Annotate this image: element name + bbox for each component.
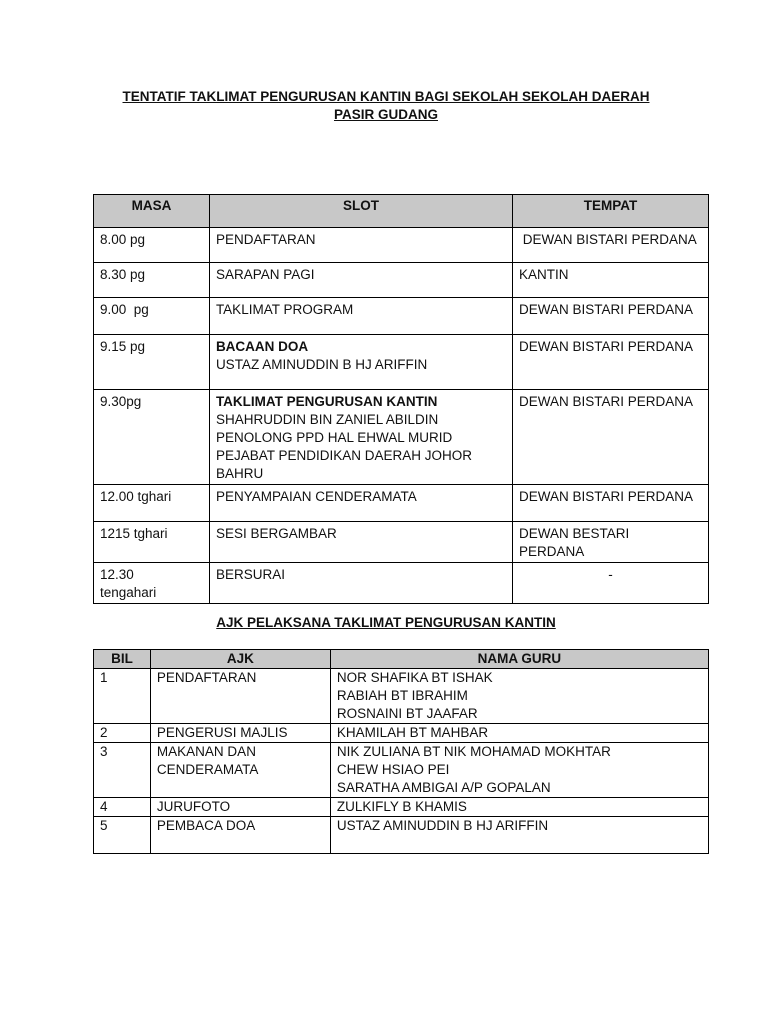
ajk-cell: PENDAFTARAN	[150, 669, 330, 724]
slot-text: USTAZ AMINUDDIN B HJ ARIFFIN	[215, 357, 428, 372]
slot-heading: BACAAN DOA	[215, 339, 309, 354]
table-row	[94, 563, 709, 604]
committee-header-row	[94, 650, 709, 669]
slot-text: PENDAFTARAN	[215, 232, 316, 247]
table-row	[94, 798, 709, 817]
slot-text: BERSURAI	[215, 567, 285, 582]
tempat-cell: DEWAN BISTARI PERDANA	[513, 390, 709, 485]
teacher-name: RABIAH BT IBRAHIM	[336, 688, 468, 703]
title-line-2: PASIR GUDANG	[333, 107, 438, 122]
masa-cell: 8.30 pg	[94, 263, 210, 298]
nama-cell	[330, 798, 708, 817]
table-row	[94, 522, 709, 563]
slot-cell	[209, 335, 512, 390]
bil-cell: 2	[94, 724, 151, 743]
schedule-header-row	[94, 195, 709, 228]
teacher-name: ROSNAINI BT JAAFAR	[336, 706, 478, 721]
masa-cell: 12.00 tghari	[94, 485, 210, 522]
slot-text: SHAHRUDDIN BIN ZANIEL ABILDIN	[215, 412, 439, 427]
masa-cell: 9.00 pg	[94, 298, 210, 335]
nama-cell	[330, 817, 708, 854]
schedule-table	[93, 194, 709, 604]
ajk-cell: MAKANAN DAN CENDERAMATA	[150, 743, 330, 798]
slot-text: PENOLONG PPD HAL EHWAL MURID	[215, 430, 453, 445]
teacher-name: USTAZ AMINUDDIN B HJ ARIFFIN	[336, 818, 549, 833]
slot-text: PENYAMPAIAN CENDERAMATA	[215, 489, 417, 504]
table-row	[94, 298, 709, 335]
slot-cell	[209, 228, 512, 263]
slot-cell	[209, 390, 512, 485]
table-row	[94, 263, 709, 298]
header-nama-guru: NAMA GURU	[330, 650, 708, 669]
bil-cell: 3	[94, 743, 151, 798]
teacher-name: NOR SHAFIKA BT ISHAK	[336, 670, 493, 685]
slot-cell	[209, 563, 512, 604]
bil-cell: 1	[94, 669, 151, 724]
tempat-cell: DEWAN BISTARI PERDANA	[513, 228, 709, 263]
table-row	[94, 724, 709, 743]
header-ajk: AJK	[150, 650, 330, 669]
header-bil: BIL	[94, 650, 151, 669]
teacher-name: ZULKIFLY B KHAMIS	[336, 799, 467, 814]
ajk-cell: JURUFOTO	[150, 798, 330, 817]
slot-text: PEJABAT PENDIDIKAN DAERAH JOHOR BAHRU	[215, 448, 472, 481]
teacher-name: KHAMILAH BT MAHBAR	[336, 725, 489, 740]
header-tempat: TEMPAT	[513, 195, 709, 228]
nama-cell	[330, 724, 708, 743]
masa-cell: 1215 tghari	[94, 522, 210, 563]
teacher-name: SARATHA AMBIGAI A/P GOPALAN	[336, 780, 551, 795]
document-title	[96, 88, 676, 124]
slot-text: SESI BERGAMBAR	[215, 526, 337, 541]
tempat-cell: DEWAN BESTARI PERDANA	[513, 522, 709, 563]
table-row	[94, 817, 709, 854]
committee-title: AJK PELAKSANA TAKLIMAT PENGURUSAN KANTIN	[216, 615, 556, 630]
table-row	[94, 335, 709, 390]
slot-cell	[209, 298, 512, 335]
table-row	[94, 390, 709, 485]
table-row	[94, 228, 709, 263]
bil-cell: 4	[94, 798, 151, 817]
masa-cell: 9.15 pg	[94, 335, 210, 390]
tempat-cell: -	[513, 563, 709, 604]
tempat-cell: DEWAN BISTARI PERDANA	[513, 485, 709, 522]
slot-cell	[209, 522, 512, 563]
table-row	[94, 485, 709, 522]
slot-text: SARAPAN PAGI	[215, 267, 315, 282]
header-slot: SLOT	[209, 195, 512, 228]
masa-cell: 9.30pg	[94, 390, 210, 485]
tempat-cell: DEWAN BISTARI PERDANA	[513, 298, 709, 335]
ajk-cell: PENGERUSI MAJLIS	[150, 724, 330, 743]
bil-cell: 5	[94, 817, 151, 854]
slot-cell	[209, 263, 512, 298]
ajk-cell: PEMBACA DOA	[150, 817, 330, 854]
header-masa: MASA	[94, 195, 210, 228]
table-row	[94, 669, 709, 724]
nama-cell	[330, 669, 708, 724]
teacher-name: NIK ZULIANA BT NIK MOHAMAD MOKHTAR	[336, 744, 611, 759]
title-line-1: TENTATIF TAKLIMAT PENGURUSAN KANTIN BAGI SEKOLAH SEKOLAH DAERAH	[122, 89, 650, 104]
nama-cell	[330, 743, 708, 798]
table-row	[94, 743, 709, 798]
tempat-cell: DEWAN BISTARI PERDANA	[513, 335, 709, 390]
tempat-cell: KANTIN	[513, 263, 709, 298]
slot-text: TAKLIMAT PROGRAM	[215, 302, 354, 317]
committee-table	[93, 649, 709, 854]
teacher-name: CHEW HSIAO PEI	[336, 762, 450, 777]
masa-cell: 8.00 pg	[94, 228, 210, 263]
slot-cell	[209, 485, 512, 522]
slot-heading: TAKLIMAT PENGURUSAN KANTIN	[215, 394, 438, 409]
masa-cell: 12.30 tengahari	[94, 563, 210, 604]
